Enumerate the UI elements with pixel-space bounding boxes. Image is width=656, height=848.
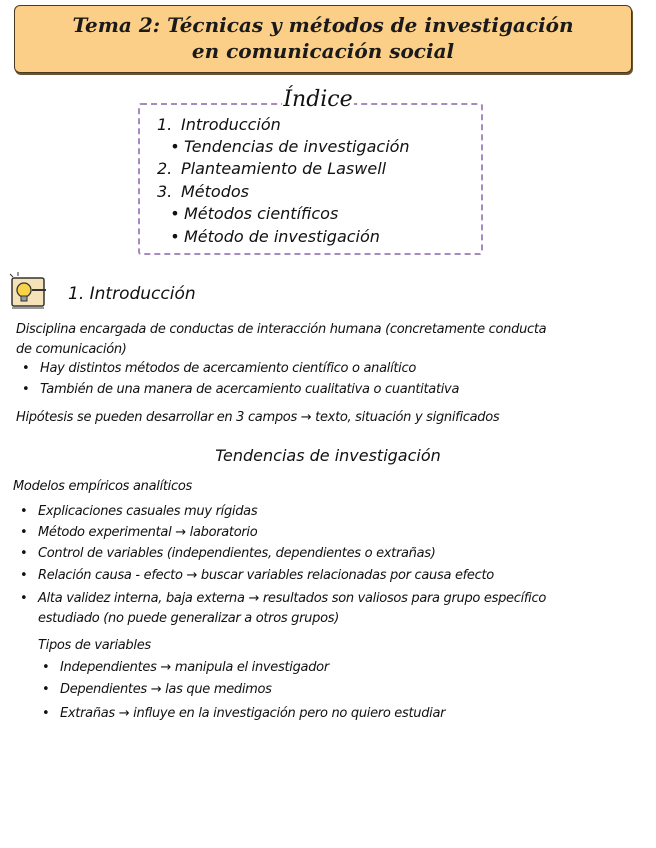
title-line-1: Tema 2: Técnicas y métodos de investigación [72, 13, 574, 37]
index-heading: Índice [283, 87, 353, 112]
index-item-1: 1. Introducción [157, 115, 281, 134]
models-bullet-1: • Explicaciones casuales muy rígidas [20, 504, 258, 519]
title-banner [14, 5, 632, 73]
variables-title: Tipos de variables [38, 638, 151, 653]
models-bullet-5-cont: estudiado (no puede generalizar a otros grupos) [38, 611, 339, 626]
lightbulb-board-icon [8, 272, 50, 312]
models-subheading: Modelos empíricos analíticos [13, 479, 192, 494]
intro-bullet-1: • Hay distintos métodos de acercamiento científico o analítico [22, 361, 416, 376]
intro-bullet-2: • También de una manera de acercamiento cualitativa o cuantitativa [22, 382, 460, 397]
intro-line-1: Disciplina encargada de conductas de interacción humana (concretamente conducta [16, 322, 547, 337]
intro-line-2: de comunicación) [16, 342, 127, 357]
index-item-3a: • Métodos científicos [170, 204, 339, 223]
models-bullet-2: • Método experimental → laboratorio [20, 525, 258, 540]
variable-item-1: • Independientes → manipula el investigador [42, 660, 329, 675]
index-item-3b: • Método de investigación [170, 227, 380, 246]
title-line-2: en comunicación social [191, 39, 455, 63]
section-2-heading: Tendencias de investigación [215, 446, 441, 465]
index-item-3: 3. Métodos [157, 182, 249, 201]
models-bullet-3: • Control de variables (independientes, dependientes o extrañas) [20, 546, 436, 561]
models-bullet-5: • Alta validez interna, baja externa → resultados son valiosos para grupo específico [20, 591, 546, 606]
models-bullet-4: • Relación causa - efecto → buscar variables relacionadas por causa efecto [20, 568, 494, 583]
variable-item-2: • Dependientes → las que medimos [42, 682, 272, 697]
hypothesis-line: Hipótesis se pueden desarrollar en 3 campos → texto, situación y significados [16, 410, 500, 425]
index-item-1a: • Tendencias de investigación [170, 137, 410, 156]
section-1-heading: 1. Introducción [68, 284, 196, 304]
index-item-2: 2. Planteamiento de Laswell [157, 159, 387, 178]
variable-item-3: • Extrañas → influye en la investigación pero no quiero estudiar [42, 706, 446, 721]
